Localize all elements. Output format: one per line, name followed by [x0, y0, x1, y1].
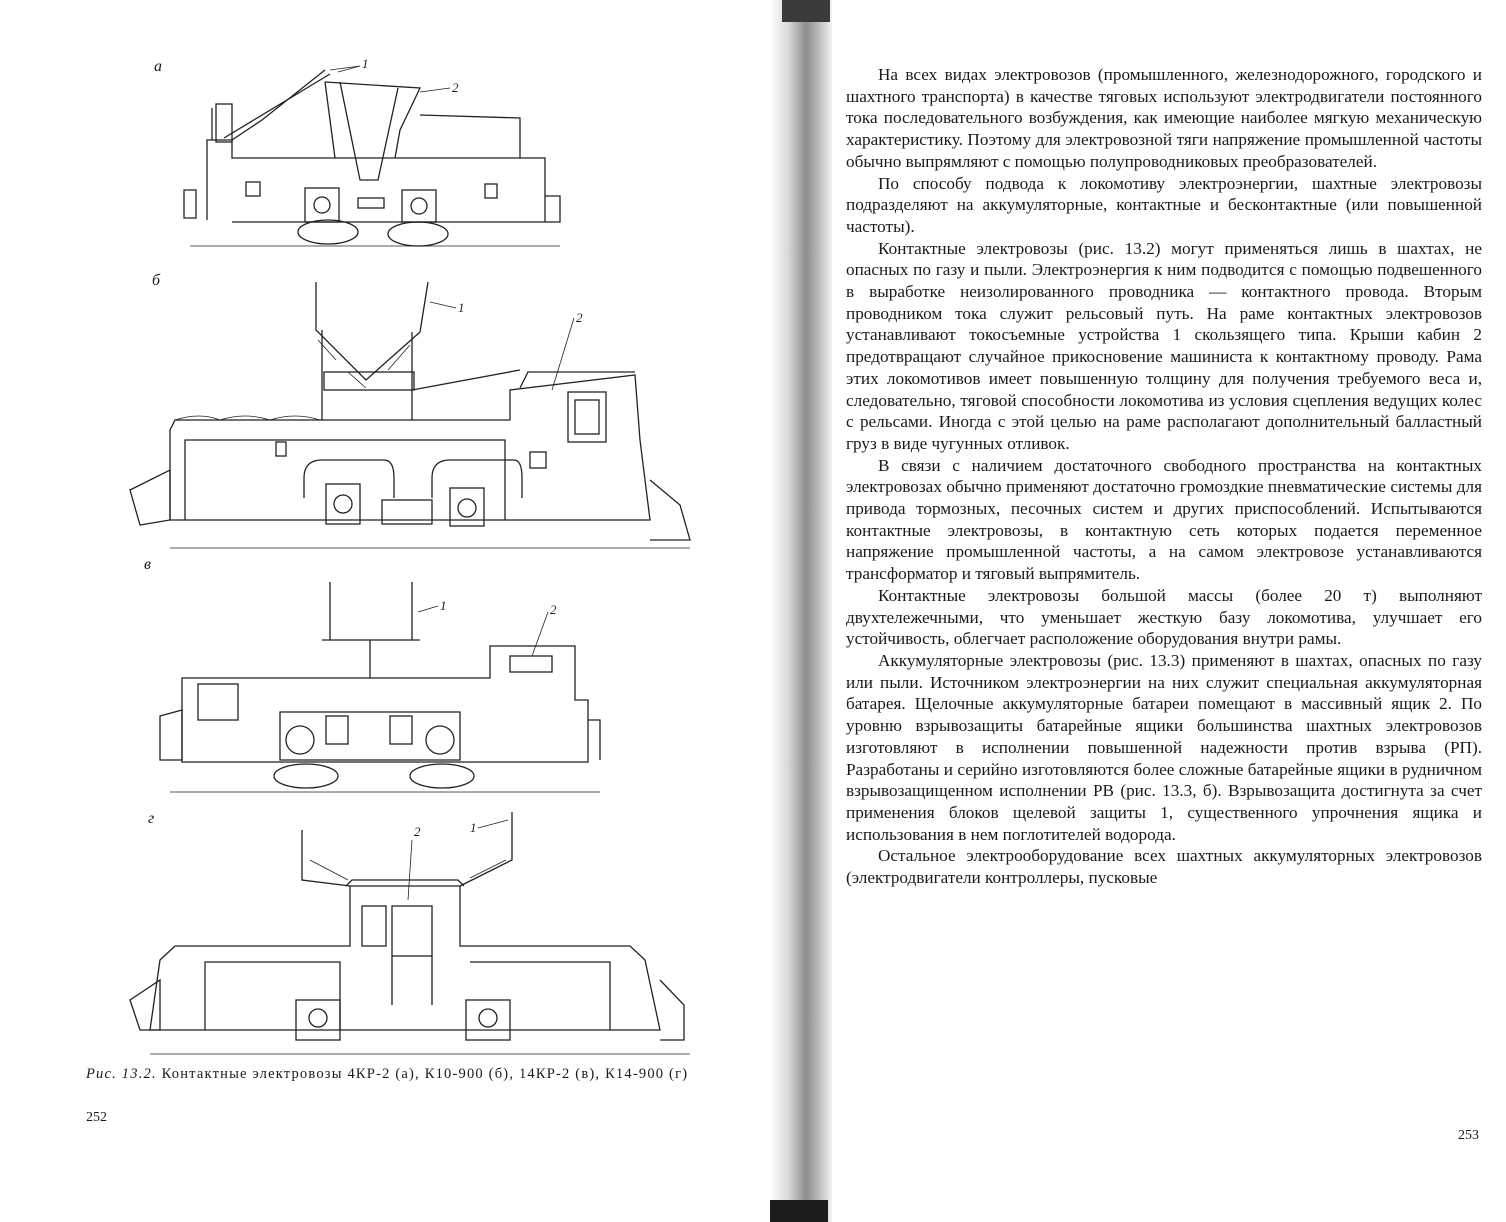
figure-v-14kr2 — [160, 582, 600, 792]
svg-text:1: 1 — [362, 56, 369, 71]
body-text — [846, 64, 1482, 889]
gutter-shadow-bottom — [770, 1200, 828, 1222]
page-number-right: 253 — [1458, 1128, 1479, 1143]
svg-text:2: 2 — [452, 80, 459, 95]
figure-a-4kr2 — [184, 56, 560, 246]
figure-letter-a: а — [154, 58, 162, 75]
paragraph: Остальное электрооборудование всех шахтных аккумуляторных электровозов (электродвигатели контроллеры, пусковые — [846, 846, 1482, 888]
svg-text:1: 1 — [470, 820, 477, 835]
svg-text:2: 2 — [550, 602, 557, 617]
caption-label: Рис. 13.2. — [86, 1066, 157, 1082]
paragraph: Аккумуляторные электровозы (рис. 13.3) применяют в шахтах, опасных по газу или пыли. Источником электроэнергии на них служит специальная аккумуляторная батарея. Щелочные аккумуляторные батареи помещают в массивный ящик 2. По уровню взрывозащиты батарейные ящики большинства шахтных электровозов изготовляют в исполнении повышенной надежности против взрыва (РП). Разработаны и серийно изготовляются более сложные батарейные ящики в рудничном взрывозащищенном исполнении РВ (рис. 13.3, б). Взрывозащита достигнута за счет применения блоков щелевой защиты 1, существенного упрочнения ящика и использования в нем поглотителей водорода. — [846, 650, 1482, 844]
figure-b-k10-900 — [130, 282, 690, 548]
svg-text:1: 1 — [458, 300, 465, 315]
paragraph: По способу подвода к локомотиву электроэнергии, шахтные электровозы подразделяют на аккумуляторные, контактные и бесконтактные (или повышенной частоты). — [846, 173, 1482, 236]
paragraph: Контактные электровозы (рис. 13.2) могут применяться лишь в шахтах, не опасных по газу и пыли. Электроэнергия к ним подводится с помощью подвешенного в выработке неизолированного проводника — контактного провода. Вторым проводником тока служит рельсовый путь. На раме контактных электровозов устанавливают токосъемные устройства 1 скользящего типа. Крыши кабин 2 предотвращают случайное прикосновение машиниста к контактному проводу. Рама этих локомотивов имеет повышенную толщину для получения требуемого веса и, следовательно, тяговой способности локомотива из условия сцепления ведущих колес с рельсами. Иногда с этой целью на раме располагают дополнительный балластный груз в виде чугунных отливок. — [846, 238, 1482, 453]
svg-text:1: 1 — [440, 598, 447, 613]
figure-g-k14-900 — [130, 812, 690, 1054]
caption-text: Контактные электровозы 4КР-2 (а), К10-900 (б), 14КР-2 (в), К14-900 (г) — [161, 1066, 689, 1082]
locomotive-drawings — [0, 0, 770, 1060]
figure-letter-b: б — [152, 272, 161, 289]
paragraph: На всех видах электровозов (промышленного, железнодорожного, городского и шахтного транспорта) в качестве тяговых используют электродвигатели постоянного тока последовательного возбуждения, как имеющие наиболее мягкую механическую характеристику. Поэтому для электровозной тяги напряжение промышленной частоты обычно выпрямляют с помощью полупроводниковых преобразователей. — [846, 65, 1482, 171]
figure-letter-g: г — [148, 810, 155, 827]
paragraph: Контактные электровозы большой массы (более 20 т) выполняют двухтележечными, что уменьшает жесткую базу локомотива, улучшает его устойчивость, облегчает расположение оборудования внутри рамы. — [846, 585, 1482, 649]
book-gutter — [770, 0, 832, 1222]
page-number-left: 252 — [86, 1110, 107, 1125]
gutter-shadow-top — [782, 0, 830, 22]
figure-caption — [86, 1066, 726, 1082]
paragraph: В связи с наличием достаточного свободного пространства на контактных электровозах обычно применяют достаточно громоздкие пневматические системы для привода тормозных, песочных систем и других приспособлений. Испытываются контактные электровозы, в контактную сеть которых подается переменное напряжение промышленной частоты, а на самом электровозе устанавливаются трансформатор и тяговый выпрямитель. — [846, 455, 1482, 584]
svg-text:2: 2 — [414, 824, 421, 839]
svg-text:2: 2 — [576, 310, 583, 325]
figure-letter-v: в — [144, 556, 151, 573]
